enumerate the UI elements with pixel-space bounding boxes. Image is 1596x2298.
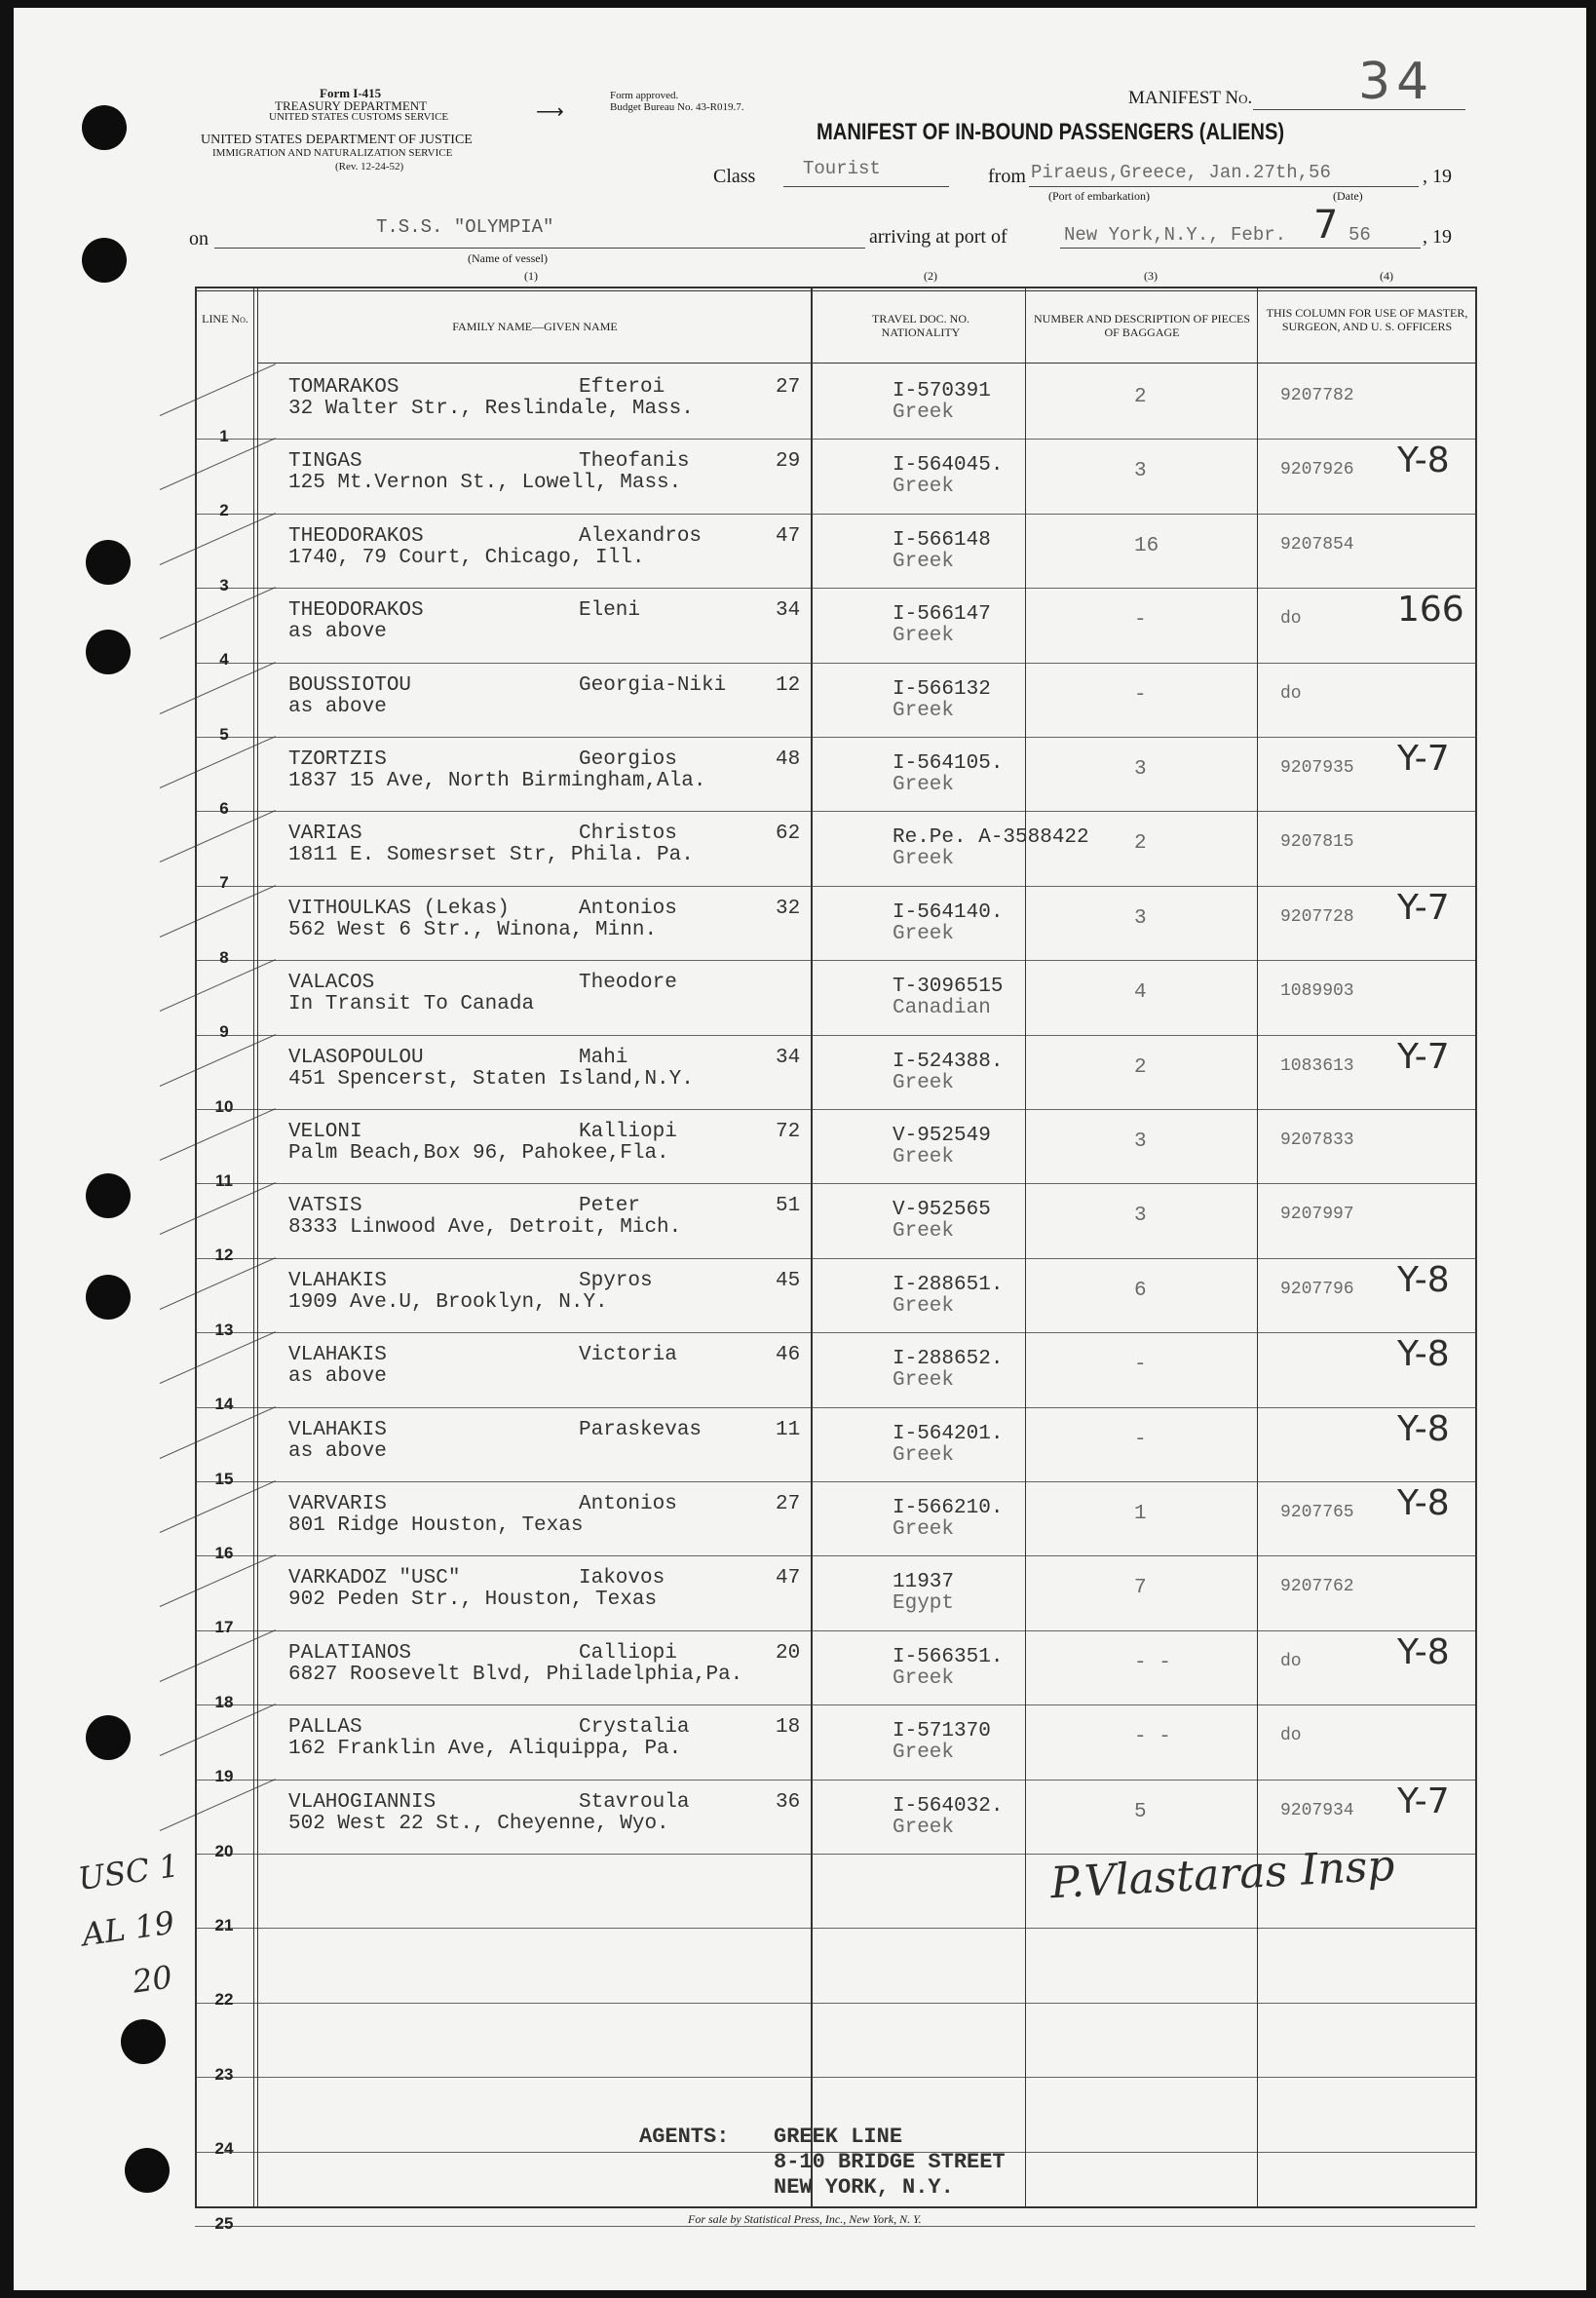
family-name: PALATIANOS — [288, 1642, 412, 1665]
address: 451 Spencerst, Staten Island,N.Y. — [288, 1068, 694, 1091]
age: 47 — [776, 525, 801, 548]
given-name: Peter — [579, 1195, 641, 1217]
manifest-title: MANIFEST OF IN-BOUND PASSENGERS (ALIENS) — [817, 119, 1285, 145]
handwritten-mark: Y-7 — [1397, 1781, 1450, 1821]
row-separator — [195, 1183, 1475, 1184]
age: 27 — [776, 376, 801, 399]
baggage-pieces: - - — [1134, 1726, 1171, 1748]
treasury-dept: TREASURY DEPARTMENT — [275, 98, 428, 113]
travel-doc-no: I-288652. — [893, 1348, 1004, 1370]
line-number: 20 — [214, 1842, 234, 1860]
agents-line-1: GREEK LINE — [774, 2125, 903, 2149]
nationality: Greek — [893, 1369, 955, 1392]
baggage-pieces: 16 — [1134, 535, 1159, 557]
family-name: VLASOPOULOU — [288, 1047, 424, 1069]
family-name: VARIAS — [288, 823, 362, 845]
arriving-label: arriving at port of — [869, 226, 1007, 248]
row-separator — [195, 663, 1475, 664]
baggage-pieces: 3 — [1134, 1205, 1147, 1227]
baggage-pieces: - — [1134, 1429, 1147, 1451]
travel-doc-no: I-566148 — [893, 529, 991, 552]
row-separator — [195, 737, 1475, 738]
given-name: Georgios — [579, 748, 677, 771]
address: 1740, 79 Court, Chicago, Ill. — [288, 547, 645, 569]
officer-entry: 9207854 — [1280, 535, 1354, 555]
address: as above — [288, 696, 387, 718]
col-num-2: (2) — [924, 269, 937, 283]
address: 6827 Roosevelt Blvd, Philadelphia,Pa. — [288, 1664, 743, 1686]
given-name: Alexandros — [579, 525, 703, 548]
age: 48 — [776, 748, 801, 771]
officer-entry: do — [1280, 684, 1302, 704]
baggage-pieces: 3 — [1134, 460, 1147, 482]
handwritten-mark: Y-8 — [1397, 440, 1450, 480]
given-name: Spyros — [579, 1270, 653, 1292]
agents-line-2: 8-10 BRIDGE STREET — [774, 2150, 1006, 2174]
baggage-pieces: 2 — [1134, 832, 1147, 855]
class-label: Class — [713, 166, 756, 187]
age: 51 — [776, 1195, 801, 1217]
baggage-pieces: 7 — [1134, 1577, 1147, 1599]
line-number: 7 — [219, 873, 229, 892]
travel-doc-no: I-571370 — [893, 1720, 991, 1743]
age: 62 — [776, 823, 801, 845]
nationality: Greek — [893, 1742, 955, 1764]
line-number: 17 — [214, 1618, 234, 1636]
family-name: VARKADOZ "USC" — [288, 1567, 461, 1589]
vessel-name: T.S.S. "OLYMPIA" — [376, 216, 554, 238]
age: 34 — [776, 599, 801, 622]
given-name: Paraskevas — [579, 1419, 703, 1441]
baggage-pieces: 3 — [1134, 1130, 1147, 1153]
travel-doc-no: I-570391 — [893, 380, 991, 402]
address: 32 Walter Str., Reslindale, Mass. — [288, 398, 694, 420]
handwritten-mark: Y-7 — [1397, 739, 1450, 779]
nationality: Greek — [893, 1444, 955, 1467]
check-stroke — [160, 1779, 276, 1831]
nationality: Greek — [893, 848, 955, 870]
justice-dept: UNITED STATES DEPARTMENT OF JUSTICE — [201, 133, 473, 147]
line-number: 23 — [214, 2065, 234, 2084]
check-stroke — [160, 1406, 276, 1459]
passenger-table — [14, 8, 1586, 2290]
given-name: Mahi — [579, 1047, 628, 1069]
baggage-pieces: 4 — [1134, 981, 1147, 1004]
line-number: 18 — [214, 1693, 234, 1711]
nationality: Greek — [893, 476, 955, 498]
given-name: Efteroi — [579, 376, 665, 399]
officer-entry: do — [1280, 609, 1302, 629]
line-number: 15 — [214, 1470, 234, 1488]
officer-entry: 9207815 — [1280, 832, 1354, 852]
nationality: Canadian — [893, 997, 991, 1019]
given-name: Christos — [579, 823, 677, 845]
col-travel-header: TRAVEL DOC. NO. NATIONALITY — [871, 312, 969, 339]
nationality: Greek — [893, 551, 955, 573]
address: 1909 Ave.U, Brooklyn, N.Y. — [288, 1291, 608, 1314]
baggage-pieces: 6 — [1134, 1280, 1147, 1302]
agents-line-3: NEW YORK, N.Y. — [774, 2175, 954, 2200]
family-name: VLAHAKIS — [288, 1270, 387, 1292]
nationality: Greek — [893, 923, 955, 945]
year-19-arrival: , 19 — [1423, 226, 1452, 248]
travel-doc-no: I-564201. — [893, 1423, 1004, 1445]
check-stroke — [160, 1629, 276, 1682]
line-number: 9 — [219, 1022, 229, 1041]
row-separator — [195, 1630, 1475, 1631]
nationality: Greek — [893, 1072, 955, 1094]
col-num-1: (1) — [524, 269, 538, 283]
arrival-day: 7 — [1313, 203, 1339, 248]
from-label: from — [988, 166, 1026, 187]
age: 12 — [776, 674, 801, 697]
given-name: Antonios — [579, 898, 677, 920]
given-name: Georgia-Niki — [579, 674, 727, 697]
margin-note-usc: USC 1 — [75, 1846, 182, 1898]
date-caption: (Date) — [1333, 189, 1363, 203]
officer-entry: 9207833 — [1280, 1130, 1354, 1150]
printer-footer: For sale by Statistical Press, Inc., New York, N. Y. — [688, 2212, 922, 2226]
address: 125 Mt.Vernon St., Lowell, Mass. — [288, 472, 682, 494]
travel-doc-no: I-566351. — [893, 1646, 1004, 1668]
age: 46 — [776, 1344, 801, 1366]
row-separator — [195, 1332, 1475, 1333]
embarkation-port: Piraeus,Greece, Jan.27th,56 — [1031, 162, 1331, 183]
line-number: 24 — [214, 2139, 234, 2158]
form-revision: (Rev. 12-24-52) — [335, 161, 404, 172]
travel-doc-no: I-566147 — [893, 603, 991, 626]
baggage-pieces: 5 — [1134, 1801, 1147, 1823]
row-separator — [195, 1258, 1475, 1259]
nationality: Egypt — [893, 1592, 955, 1615]
family-name: PALLAS — [288, 1716, 362, 1739]
year-19: , 19 — [1423, 166, 1452, 187]
col-officers-header: THIS COLUMN FOR USE OF MASTER, SURGEON, AND U. S. OFFICERS — [1266, 306, 1468, 333]
age: 36 — [776, 1791, 801, 1814]
age: 11 — [776, 1419, 801, 1441]
officer-entry: 9207935 — [1280, 758, 1354, 778]
officer-entry: do — [1280, 1726, 1302, 1745]
officer-entry: 9207762 — [1280, 1577, 1354, 1596]
address: 1837 15 Ave, North Birmingham,Ala. — [288, 770, 706, 792]
row-separator — [195, 1780, 1475, 1781]
manifest-sheet — [14, 8, 1586, 2290]
family-name: VARVARIS — [288, 1493, 387, 1515]
travel-doc-no: I-564140. — [893, 901, 1004, 924]
line-number: 11 — [215, 1171, 233, 1190]
col-num-3: (3) — [1144, 269, 1158, 283]
arrival-year: 56 — [1349, 224, 1371, 246]
baggage-pieces: - — [1134, 1354, 1147, 1376]
nationality: Greek — [893, 700, 955, 722]
line-number: 12 — [214, 1245, 234, 1264]
manifest-number: 34 — [1358, 53, 1435, 111]
age: 29 — [776, 450, 801, 473]
address: Palm Beach,Box 96, Pahokee,Fla. — [288, 1142, 669, 1165]
family-name: TZORTZIS — [288, 748, 387, 771]
budget-bureau: Budget Bureau No. 43-R019.7. — [610, 101, 744, 113]
vessel-caption: (Name of vessel) — [468, 251, 548, 265]
age: 32 — [776, 898, 801, 920]
family-name: VATSIS — [288, 1195, 362, 1217]
given-name: Eleni — [579, 599, 641, 622]
officer-entry: do — [1280, 1652, 1302, 1671]
baggage-pieces: - — [1134, 684, 1147, 707]
officer-entry: 1089903 — [1280, 981, 1354, 1001]
family-name: THEODORAKOS — [288, 599, 424, 622]
family-name: VLAHAKIS — [288, 1344, 387, 1366]
travel-doc-no: I-288651. — [893, 1274, 1004, 1296]
check-stroke — [160, 885, 276, 938]
family-name: TOMARAKOS — [288, 376, 399, 399]
row-separator — [195, 1481, 1475, 1482]
line-number: 10 — [214, 1097, 234, 1116]
travel-doc-no: 11937 — [893, 1571, 955, 1593]
baggage-pieces: 2 — [1134, 386, 1147, 408]
family-name: VITHOULKAS (Lekas) — [288, 898, 510, 920]
line-number: 14 — [214, 1395, 234, 1413]
nationality: Greek — [893, 402, 955, 424]
row-separator — [195, 514, 1475, 515]
class-value: Tourist — [803, 158, 881, 179]
nationality: Greek — [893, 774, 955, 796]
baggage-pieces: - - — [1134, 1652, 1171, 1674]
check-stroke — [160, 364, 276, 416]
nationality: Greek — [893, 1817, 955, 1839]
address: 902 Peden Str., Houston, Texas — [288, 1589, 658, 1611]
officer-entry: 9207997 — [1280, 1205, 1354, 1224]
handwritten-mark: Y-8 — [1397, 1334, 1450, 1374]
line-number: 6 — [219, 799, 229, 818]
line-number: 19 — [214, 1767, 234, 1785]
col-num-4: (4) — [1380, 269, 1393, 283]
age: 47 — [776, 1567, 801, 1589]
given-name: Antonios — [579, 1493, 677, 1515]
given-name: Theodore — [579, 972, 677, 994]
given-name: Calliopi — [579, 1642, 677, 1665]
check-stroke — [160, 1257, 276, 1310]
line-number: 4 — [219, 650, 229, 669]
col-name-header: FAMILY NAME—GIVEN NAME — [452, 320, 618, 333]
form-number: Form I-415 — [320, 86, 382, 100]
margin-note-20: 20 — [130, 1958, 175, 2001]
nationality: Greek — [893, 1667, 955, 1690]
officer-entry: 9207796 — [1280, 1280, 1354, 1299]
baggage-pieces: 3 — [1134, 907, 1147, 930]
form-approved: Form approved. — [610, 90, 679, 101]
row-separator — [195, 588, 1475, 589]
address: 562 West 6 Str., Winona, Minn. — [288, 919, 658, 941]
family-name: THEODORAKOS — [288, 525, 424, 548]
address: as above — [288, 1440, 387, 1463]
row-separator — [195, 886, 1475, 887]
officer-entry: 9207782 — [1280, 386, 1354, 405]
col-line-no-header: LINE No. — [202, 312, 248, 326]
row-separator — [195, 811, 1475, 812]
baggage-pieces: 3 — [1134, 758, 1147, 781]
nationality: Greek — [893, 1518, 955, 1541]
check-stroke — [160, 513, 276, 565]
family-name: VLAHAKIS — [288, 1419, 387, 1441]
family-name: VLAHOGIANNIS — [288, 1791, 437, 1814]
given-name: Victoria — [579, 1344, 677, 1366]
manifest-no-label: MANIFEST No. — [1128, 88, 1253, 108]
travel-doc-no: I-564105. — [893, 752, 1004, 775]
row-separator — [195, 1035, 1475, 1036]
baggage-pieces: 2 — [1134, 1056, 1147, 1079]
address: In Transit To Canada — [288, 993, 535, 1015]
handwritten-mark: Y-7 — [1397, 1037, 1450, 1077]
row-separator — [195, 1704, 1475, 1705]
travel-doc-no: I-566210. — [893, 1497, 1004, 1519]
travel-doc-no: T-3096515 — [893, 976, 1004, 998]
handwritten-mark: Y-7 — [1397, 888, 1450, 928]
baggage-pieces: - — [1134, 609, 1147, 632]
handwritten-mark: 166 — [1397, 590, 1464, 630]
age: 72 — [776, 1121, 801, 1143]
row-separator — [195, 1407, 1475, 1408]
line-number: 25 — [214, 2214, 234, 2233]
travel-doc-no: I-564032. — [893, 1795, 1004, 1818]
officer-entry: 1083613 — [1280, 1056, 1354, 1076]
given-name: Stavroula — [579, 1791, 690, 1814]
address: as above — [288, 621, 387, 643]
line-number: 2 — [219, 501, 229, 519]
row-separator — [195, 439, 1475, 440]
travel-doc-no: I-564045. — [893, 454, 1004, 477]
address: 1811 E. Somesrset Str, Phila. Pa. — [288, 844, 694, 866]
baggage-pieces: 1 — [1134, 1503, 1147, 1525]
travel-doc-no: I-524388. — [893, 1051, 1004, 1073]
handwritten-mark: Y-8 — [1397, 1632, 1450, 1672]
line-number: 16 — [214, 1544, 234, 1562]
row-separator — [195, 960, 1475, 961]
given-name: Theofanis — [579, 450, 690, 473]
line-number: 3 — [219, 576, 229, 594]
officer-entry: 9207728 — [1280, 907, 1354, 927]
travel-doc-no: Re.Pe. A-3588422 — [893, 826, 1089, 849]
arrival-port: New York,N.Y., Febr. — [1064, 224, 1287, 246]
line-number: 8 — [219, 948, 229, 967]
line-number: 21 — [214, 1916, 234, 1934]
nationality: Greek — [893, 625, 955, 647]
age: 34 — [776, 1047, 801, 1069]
given-name: Iakovos — [579, 1567, 665, 1589]
line-number: 22 — [214, 1990, 234, 2009]
row-separator — [195, 2003, 1475, 2004]
inspector-signature: P.Vlastaras Insp — [1048, 1840, 1396, 1909]
check-stroke — [160, 662, 276, 714]
nationality: Greek — [893, 1146, 955, 1168]
family-name: TINGAS — [288, 450, 362, 473]
address: 502 West 22 St., Cheyenne, Wyo. — [288, 1813, 669, 1835]
handwritten-mark: Y-8 — [1397, 1409, 1450, 1449]
age: 27 — [776, 1493, 801, 1515]
travel-doc-no: V-952565 — [893, 1199, 991, 1221]
nationality: Greek — [893, 1220, 955, 1243]
row-separator — [195, 1555, 1475, 1556]
margin-note-al: AL 19 — [79, 1903, 177, 1954]
row-separator — [195, 1109, 1475, 1110]
check-stroke — [160, 1034, 276, 1087]
agents-label: AGENTS: — [639, 2125, 730, 2149]
family-name: VELONI — [288, 1121, 362, 1143]
row-separator — [195, 1928, 1475, 1929]
officer-entry: 9207926 — [1280, 460, 1354, 479]
ins-service: IMMIGRATION AND NATURALIZATION SERVICE — [212, 147, 453, 159]
address: 8333 Linwood Ave, Detroit, Mich. — [288, 1216, 682, 1239]
officer-entry: 9207765 — [1280, 1503, 1354, 1522]
age: 20 — [776, 1642, 801, 1665]
handwritten-mark: Y-8 — [1397, 1260, 1450, 1300]
age: 18 — [776, 1716, 801, 1739]
row-separator — [195, 2077, 1475, 2078]
line-number: 1 — [219, 427, 229, 445]
travel-doc-no: V-952549 — [893, 1125, 991, 1147]
customs-service: UNITED STATES CUSTOMS SERVICE — [269, 111, 449, 123]
arrow-icon: ⟶ — [536, 101, 564, 123]
address: 801 Ridge Houston, Texas — [288, 1514, 584, 1537]
line-number: 5 — [219, 725, 229, 744]
given-name: Crystalia — [579, 1716, 690, 1739]
nationality: Greek — [893, 1295, 955, 1318]
officer-entry: 9207934 — [1280, 1801, 1354, 1820]
on-label: on — [189, 228, 209, 249]
embarkation-caption: (Port of embarkation) — [1048, 189, 1150, 203]
line-number: 13 — [214, 1321, 234, 1339]
family-name: BOUSSIOTOU — [288, 674, 412, 697]
handwritten-mark: Y-8 — [1397, 1483, 1450, 1523]
address: 162 Franklin Ave, Aliquippa, Pa. — [288, 1738, 682, 1760]
age: 45 — [776, 1270, 801, 1292]
address: as above — [288, 1365, 387, 1388]
travel-doc-no: I-566132 — [893, 678, 991, 701]
family-name: VALACOS — [288, 972, 375, 994]
col-baggage-header: NUMBER AND DESCRIPTION OF PIECES OF BAGGAGE — [1033, 312, 1251, 339]
given-name: Kalliopi — [579, 1121, 677, 1143]
